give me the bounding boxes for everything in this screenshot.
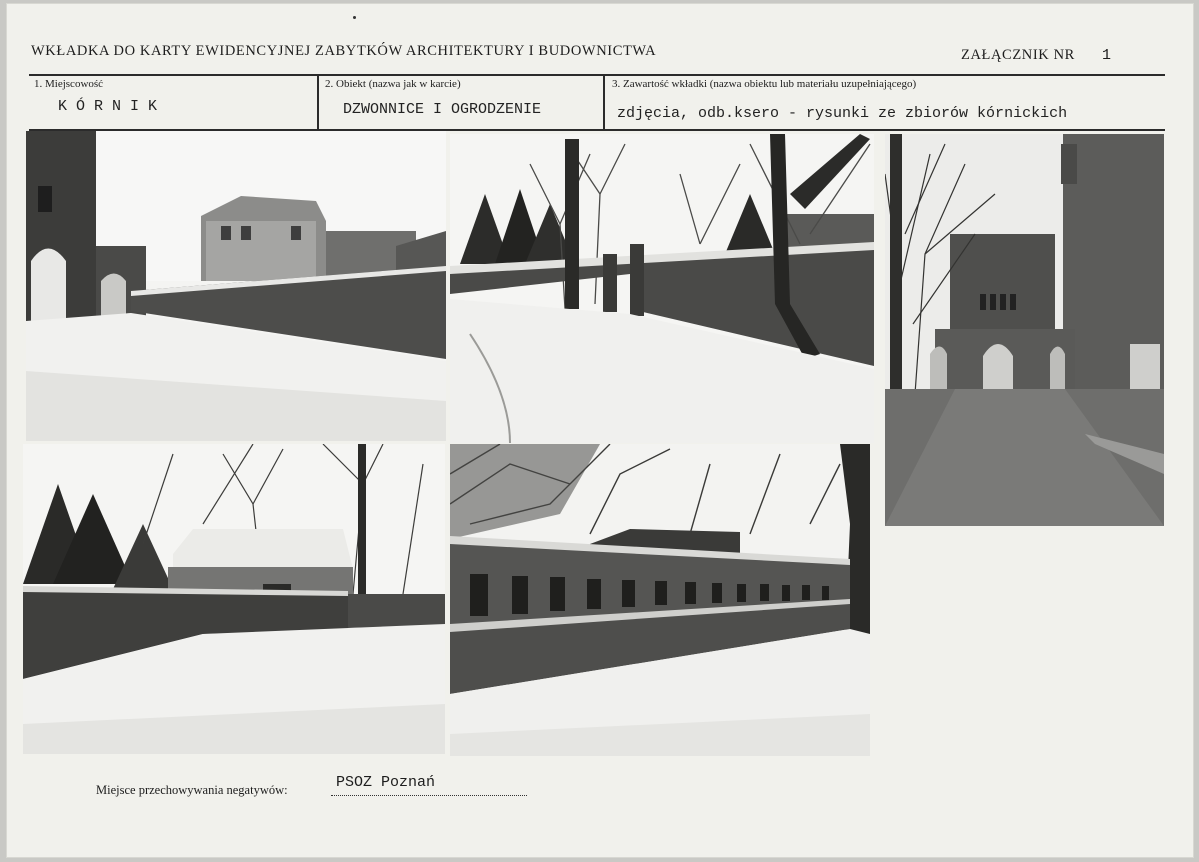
- annex-number: 1: [1102, 47, 1112, 64]
- record-sheet: [6, 3, 1194, 858]
- photo-brick-arcaded-wall: [450, 444, 870, 756]
- contents-label: 3. Zawartość wkładki (nazwa obiektu lub materiału uzupełniającego): [612, 78, 917, 90]
- ink-dot: [353, 16, 356, 19]
- annex-label: ZAŁĄCZNIK NR: [961, 47, 1075, 63]
- locality-value: K Ó R N I K: [58, 98, 158, 115]
- negatives-storage-value: PSOZ Poznań: [336, 774, 436, 791]
- field-divider: [603, 76, 605, 129]
- header-rule-top: [29, 74, 1165, 76]
- photo-house-low-wall: [23, 444, 445, 754]
- document-title: WKŁADKA DO KARTY EWIDENCYJNEJ ZABYTKÓW ARCHITEKTURY I BUDOWNICTWA: [31, 43, 657, 59]
- photo-trees-railing-wall: [450, 134, 874, 443]
- photo-gatehouse-archway: [885, 134, 1164, 526]
- storage-dotted-line: [331, 795, 527, 796]
- contents-value: zdjęcia, odb.ksero - rysunki ze zbiorów kórnickich: [617, 105, 1068, 122]
- object-value: DZWONNICE I OGRODZENIE: [343, 101, 542, 118]
- negatives-storage-label: Miejsce przechowywania negatywów:: [96, 783, 288, 797]
- object-label: 2. Obiekt (nazwa jak w karcie): [325, 78, 461, 90]
- locality-label: 1. Miejscowość: [34, 78, 104, 90]
- field-divider: [317, 76, 319, 129]
- photo-gate-tower-wall: [26, 131, 446, 441]
